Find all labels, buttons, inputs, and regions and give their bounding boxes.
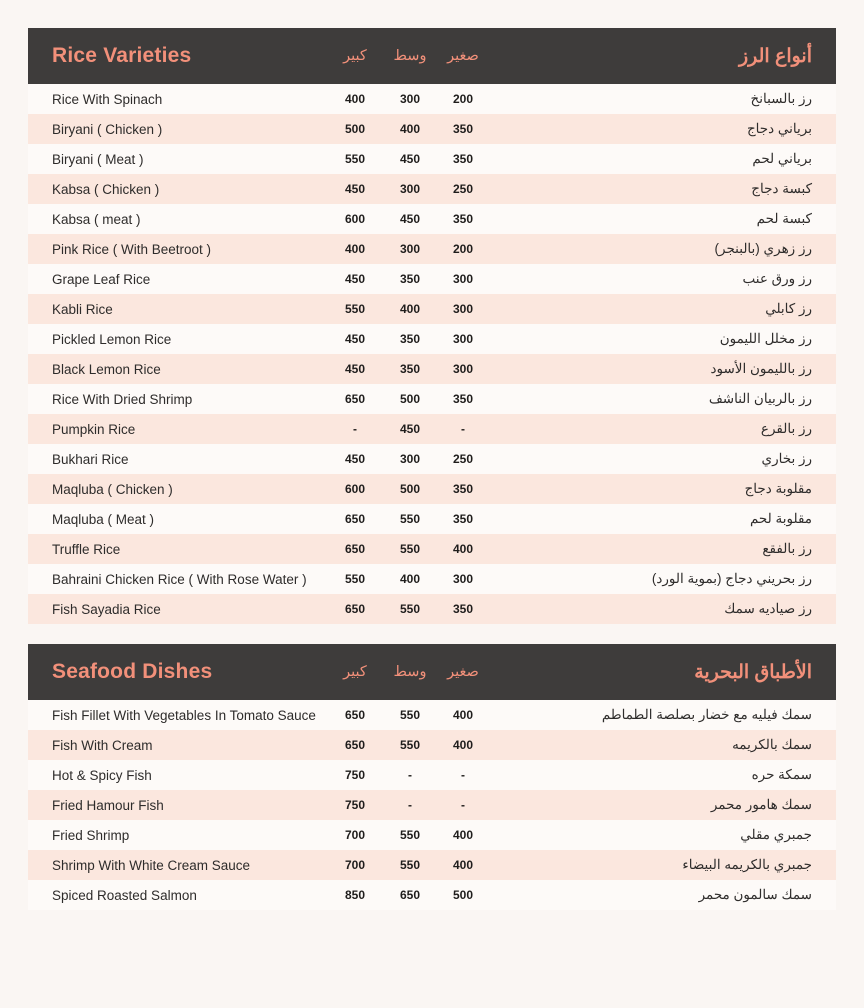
item-price-medium: 650 xyxy=(399,888,421,902)
item-prices xyxy=(328,798,488,812)
menu-item-row xyxy=(28,534,836,564)
item-price-small: 350 xyxy=(452,602,474,616)
item-prices xyxy=(328,182,488,196)
menu-item-row xyxy=(28,384,836,414)
item-price-small: - xyxy=(461,798,465,812)
item-price-large: 550 xyxy=(344,572,366,586)
menu-item-row xyxy=(28,730,836,760)
item-name-en: Hot & Spicy Fish xyxy=(52,767,152,783)
item-price-large: 500 xyxy=(344,122,366,136)
column-headers xyxy=(328,48,488,64)
item-price-small: 300 xyxy=(452,332,474,346)
item-price-medium: 300 xyxy=(399,92,421,106)
item-prices xyxy=(328,708,488,722)
item-prices xyxy=(328,422,488,436)
menu-item-row xyxy=(28,324,836,354)
item-price-medium: 300 xyxy=(399,182,421,196)
item-price-large: 750 xyxy=(344,798,366,812)
menu-item-row xyxy=(28,294,836,324)
menu-item-row xyxy=(28,474,836,504)
item-name-en: Grape Leaf Rice xyxy=(52,271,151,287)
item-name-ar: سمك فيليه مع خضار بصلصة الطماطم xyxy=(601,707,812,722)
item-name-ar: رز كابلي xyxy=(765,301,812,316)
item-name-en: Kabli Rice xyxy=(52,301,113,317)
item-price-medium: 550 xyxy=(399,602,421,616)
item-price-large: 600 xyxy=(344,482,366,496)
item-price-medium: 400 xyxy=(399,302,421,316)
menu-item-row xyxy=(28,880,836,910)
item-price-small: 400 xyxy=(452,708,474,722)
menu-item-row xyxy=(28,444,836,474)
item-price-medium: - xyxy=(408,768,412,782)
item-price-small: 300 xyxy=(452,272,474,286)
item-price-small: 200 xyxy=(452,242,474,256)
item-price-small: 350 xyxy=(452,212,474,226)
item-name-ar: رز بالفقع xyxy=(762,541,812,556)
item-price-medium: 550 xyxy=(399,542,421,556)
item-price-large: 650 xyxy=(344,512,366,526)
item-name-en: Fish With Cream xyxy=(52,737,153,753)
column-header-medium: وسط xyxy=(393,48,427,64)
item-price-small: 300 xyxy=(452,302,474,316)
item-price-large: 700 xyxy=(344,858,366,872)
item-price-small: 250 xyxy=(452,182,474,196)
item-name-ar: رز بالسبانخ xyxy=(750,91,812,106)
item-name-ar: رز مخلل الليمون xyxy=(719,331,812,346)
item-price-small: 350 xyxy=(452,152,474,166)
item-price-large: 400 xyxy=(344,242,366,256)
item-price-large: 650 xyxy=(344,602,366,616)
menu-item-row xyxy=(28,204,836,234)
item-price-large: 400 xyxy=(344,92,366,106)
section-title-ar: أنواع الرز xyxy=(738,45,812,67)
menu-item-row xyxy=(28,84,836,114)
item-name-ar: سمك سالمون محمر xyxy=(698,887,812,902)
item-price-medium: 550 xyxy=(399,512,421,526)
item-name-ar: رز بالربيان الناشف xyxy=(708,391,812,406)
item-prices xyxy=(328,858,488,872)
item-name-en: Kabsa ( meat ) xyxy=(52,211,141,227)
item-price-small: 400 xyxy=(452,858,474,872)
item-price-small: 200 xyxy=(452,92,474,106)
menu-item-row xyxy=(28,790,836,820)
item-name-ar: رز زهري (بالبنجر) xyxy=(714,241,812,256)
item-price-small: 350 xyxy=(452,122,474,136)
item-prices xyxy=(328,92,488,106)
item-name-ar: جمبري مقلي xyxy=(740,827,812,842)
item-name-en: Bahraini Chicken Rice ( With Rose Water ) xyxy=(52,571,307,587)
item-prices xyxy=(328,362,488,376)
item-price-large: 550 xyxy=(344,302,366,316)
item-price-large: 650 xyxy=(344,708,366,722)
menu-sections xyxy=(28,28,836,910)
item-name-ar: برياني دجاج xyxy=(746,121,812,136)
item-prices xyxy=(328,392,488,406)
column-header-small: صغير xyxy=(447,48,479,64)
menu-item-row xyxy=(28,850,836,880)
item-price-medium: 350 xyxy=(399,332,421,346)
item-prices xyxy=(328,272,488,286)
item-prices xyxy=(328,542,488,556)
menu-item-row xyxy=(28,414,836,444)
section-title-en: Seafood Dishes xyxy=(52,660,213,683)
item-name-ar: رز بحريني دجاج (بموية الورد) xyxy=(651,571,812,586)
section-header xyxy=(28,644,836,700)
item-price-small: 300 xyxy=(452,362,474,376)
menu-item-list xyxy=(28,700,836,910)
item-name-ar: رز بالقرع xyxy=(760,421,812,436)
item-price-medium: 450 xyxy=(399,212,421,226)
section-title-ar: الأطباق البحرية xyxy=(694,661,812,683)
item-price-small: 350 xyxy=(452,512,474,526)
item-name-en: Maqluba ( Chicken ) xyxy=(52,481,173,497)
item-prices xyxy=(328,738,488,752)
section-title-en: Rice Varieties xyxy=(52,44,192,67)
menu-section xyxy=(28,28,836,624)
item-price-large: - xyxy=(353,422,357,436)
item-price-medium: 550 xyxy=(399,858,421,872)
menu-item-list xyxy=(28,84,836,624)
item-name-en: Shrimp With White Cream Sauce xyxy=(52,857,251,873)
item-price-large: 550 xyxy=(344,152,366,166)
item-prices xyxy=(328,768,488,782)
column-header-large: كبير xyxy=(343,48,367,64)
item-price-large: 600 xyxy=(344,212,366,226)
item-price-medium: 400 xyxy=(399,122,421,136)
item-name-en: Biryani ( Meat ) xyxy=(52,151,144,167)
item-name-en: Rice With Dried Shrimp xyxy=(52,391,193,407)
item-price-medium: 400 xyxy=(399,572,421,586)
item-name-en: Pink Rice ( With Beetroot ) xyxy=(52,241,212,257)
item-prices xyxy=(328,122,488,136)
item-price-medium: 550 xyxy=(399,828,421,842)
menu-item-row xyxy=(28,820,836,850)
item-price-medium: 350 xyxy=(399,362,421,376)
item-price-large: 850 xyxy=(344,888,366,902)
item-price-large: 450 xyxy=(344,182,366,196)
menu-item-row xyxy=(28,594,836,624)
column-header-medium: وسط xyxy=(393,664,427,680)
item-price-small: - xyxy=(461,422,465,436)
item-name-ar: مقلوبة لحم xyxy=(749,511,812,526)
item-price-small: 400 xyxy=(452,828,474,842)
item-price-large: 650 xyxy=(344,542,366,556)
item-prices xyxy=(328,828,488,842)
item-price-large: 650 xyxy=(344,392,366,406)
item-price-large: 750 xyxy=(344,768,366,782)
item-price-small: 400 xyxy=(452,542,474,556)
item-price-medium: 450 xyxy=(399,152,421,166)
item-price-medium: - xyxy=(408,798,412,812)
item-price-medium: 500 xyxy=(399,482,421,496)
item-price-medium: 550 xyxy=(399,708,421,722)
item-price-medium: 450 xyxy=(399,422,421,436)
item-name-en: Pumpkin Rice xyxy=(52,421,136,437)
item-prices xyxy=(328,482,488,496)
menu-item-row xyxy=(28,114,836,144)
column-header-large: كبير xyxy=(343,664,367,680)
item-name-en: Fish Fillet With Vegetables In Tomato Sauce xyxy=(52,707,316,723)
menu-item-row xyxy=(28,760,836,790)
section-header xyxy=(28,28,836,84)
item-price-large: 450 xyxy=(344,332,366,346)
item-prices xyxy=(328,512,488,526)
item-prices xyxy=(328,212,488,226)
item-price-medium: 350 xyxy=(399,272,421,286)
menu-item-row xyxy=(28,564,836,594)
item-name-en: Truffle Rice xyxy=(52,541,121,557)
item-price-medium: 300 xyxy=(399,452,421,466)
item-name-ar: سمك هامور محمر xyxy=(710,797,812,812)
item-name-ar: سمك بالكريمه xyxy=(732,737,812,752)
item-price-large: 450 xyxy=(344,272,366,286)
item-prices xyxy=(328,602,488,616)
item-name-en: Kabsa ( Chicken ) xyxy=(52,181,160,197)
item-name-ar: برياني لحم xyxy=(752,151,812,166)
menu-item-row xyxy=(28,234,836,264)
item-price-small: 500 xyxy=(452,888,474,902)
item-price-small: 400 xyxy=(452,738,474,752)
item-prices xyxy=(328,302,488,316)
item-name-ar: كبسة دجاج xyxy=(751,181,812,196)
item-name-en: Pickled Lemon Rice xyxy=(52,331,172,347)
item-price-medium: 300 xyxy=(399,242,421,256)
item-prices xyxy=(328,242,488,256)
item-name-ar: كبسة لحم xyxy=(756,211,812,226)
item-prices xyxy=(328,332,488,346)
item-name-en: Biryani ( Chicken ) xyxy=(52,121,163,137)
item-prices xyxy=(328,452,488,466)
item-name-en: Bukhari Rice xyxy=(52,451,129,467)
item-prices xyxy=(328,152,488,166)
menu-section xyxy=(28,644,836,910)
item-price-large: 700 xyxy=(344,828,366,842)
item-name-ar: رز ورق عنب xyxy=(742,271,812,286)
item-price-small: 350 xyxy=(452,482,474,496)
menu-item-row xyxy=(28,700,836,730)
item-prices xyxy=(328,888,488,902)
menu-item-row xyxy=(28,144,836,174)
item-name-en: Rice With Spinach xyxy=(52,91,163,107)
item-name-ar: جمبري بالكريمه البيضاء xyxy=(682,857,812,872)
menu-item-row xyxy=(28,504,836,534)
item-name-en: Spiced Roasted Salmon xyxy=(52,887,197,903)
item-price-small: 250 xyxy=(452,452,474,466)
menu-item-row xyxy=(28,264,836,294)
item-price-large: 450 xyxy=(344,362,366,376)
item-name-ar: رز صياديه سمك xyxy=(724,601,812,616)
item-price-large: 650 xyxy=(344,738,366,752)
menu-item-row xyxy=(28,174,836,204)
item-name-ar: مقلوبة دجاج xyxy=(744,481,812,496)
column-header-small: صغير xyxy=(447,664,479,680)
item-price-medium: 550 xyxy=(399,738,421,752)
item-price-medium: 500 xyxy=(399,392,421,406)
menu-item-row xyxy=(28,354,836,384)
item-price-large: 450 xyxy=(344,452,366,466)
item-name-ar: سمكة حره xyxy=(751,767,812,782)
item-name-ar: رز بخاري xyxy=(761,451,812,466)
item-name-en: Fried Shrimp xyxy=(52,827,130,843)
item-name-en: Maqluba ( Meat ) xyxy=(52,511,155,527)
item-price-small: - xyxy=(461,768,465,782)
item-name-en: Fish Sayadia Rice xyxy=(52,601,161,617)
item-prices xyxy=(328,572,488,586)
item-name-en: Black Lemon Rice xyxy=(52,361,161,377)
column-headers xyxy=(328,664,488,680)
item-name-en: Fried Hamour Fish xyxy=(52,797,164,813)
item-name-ar: رز بالليمون الأسود xyxy=(710,361,812,376)
item-price-small: 300 xyxy=(452,572,474,586)
item-price-small: 350 xyxy=(452,392,474,406)
